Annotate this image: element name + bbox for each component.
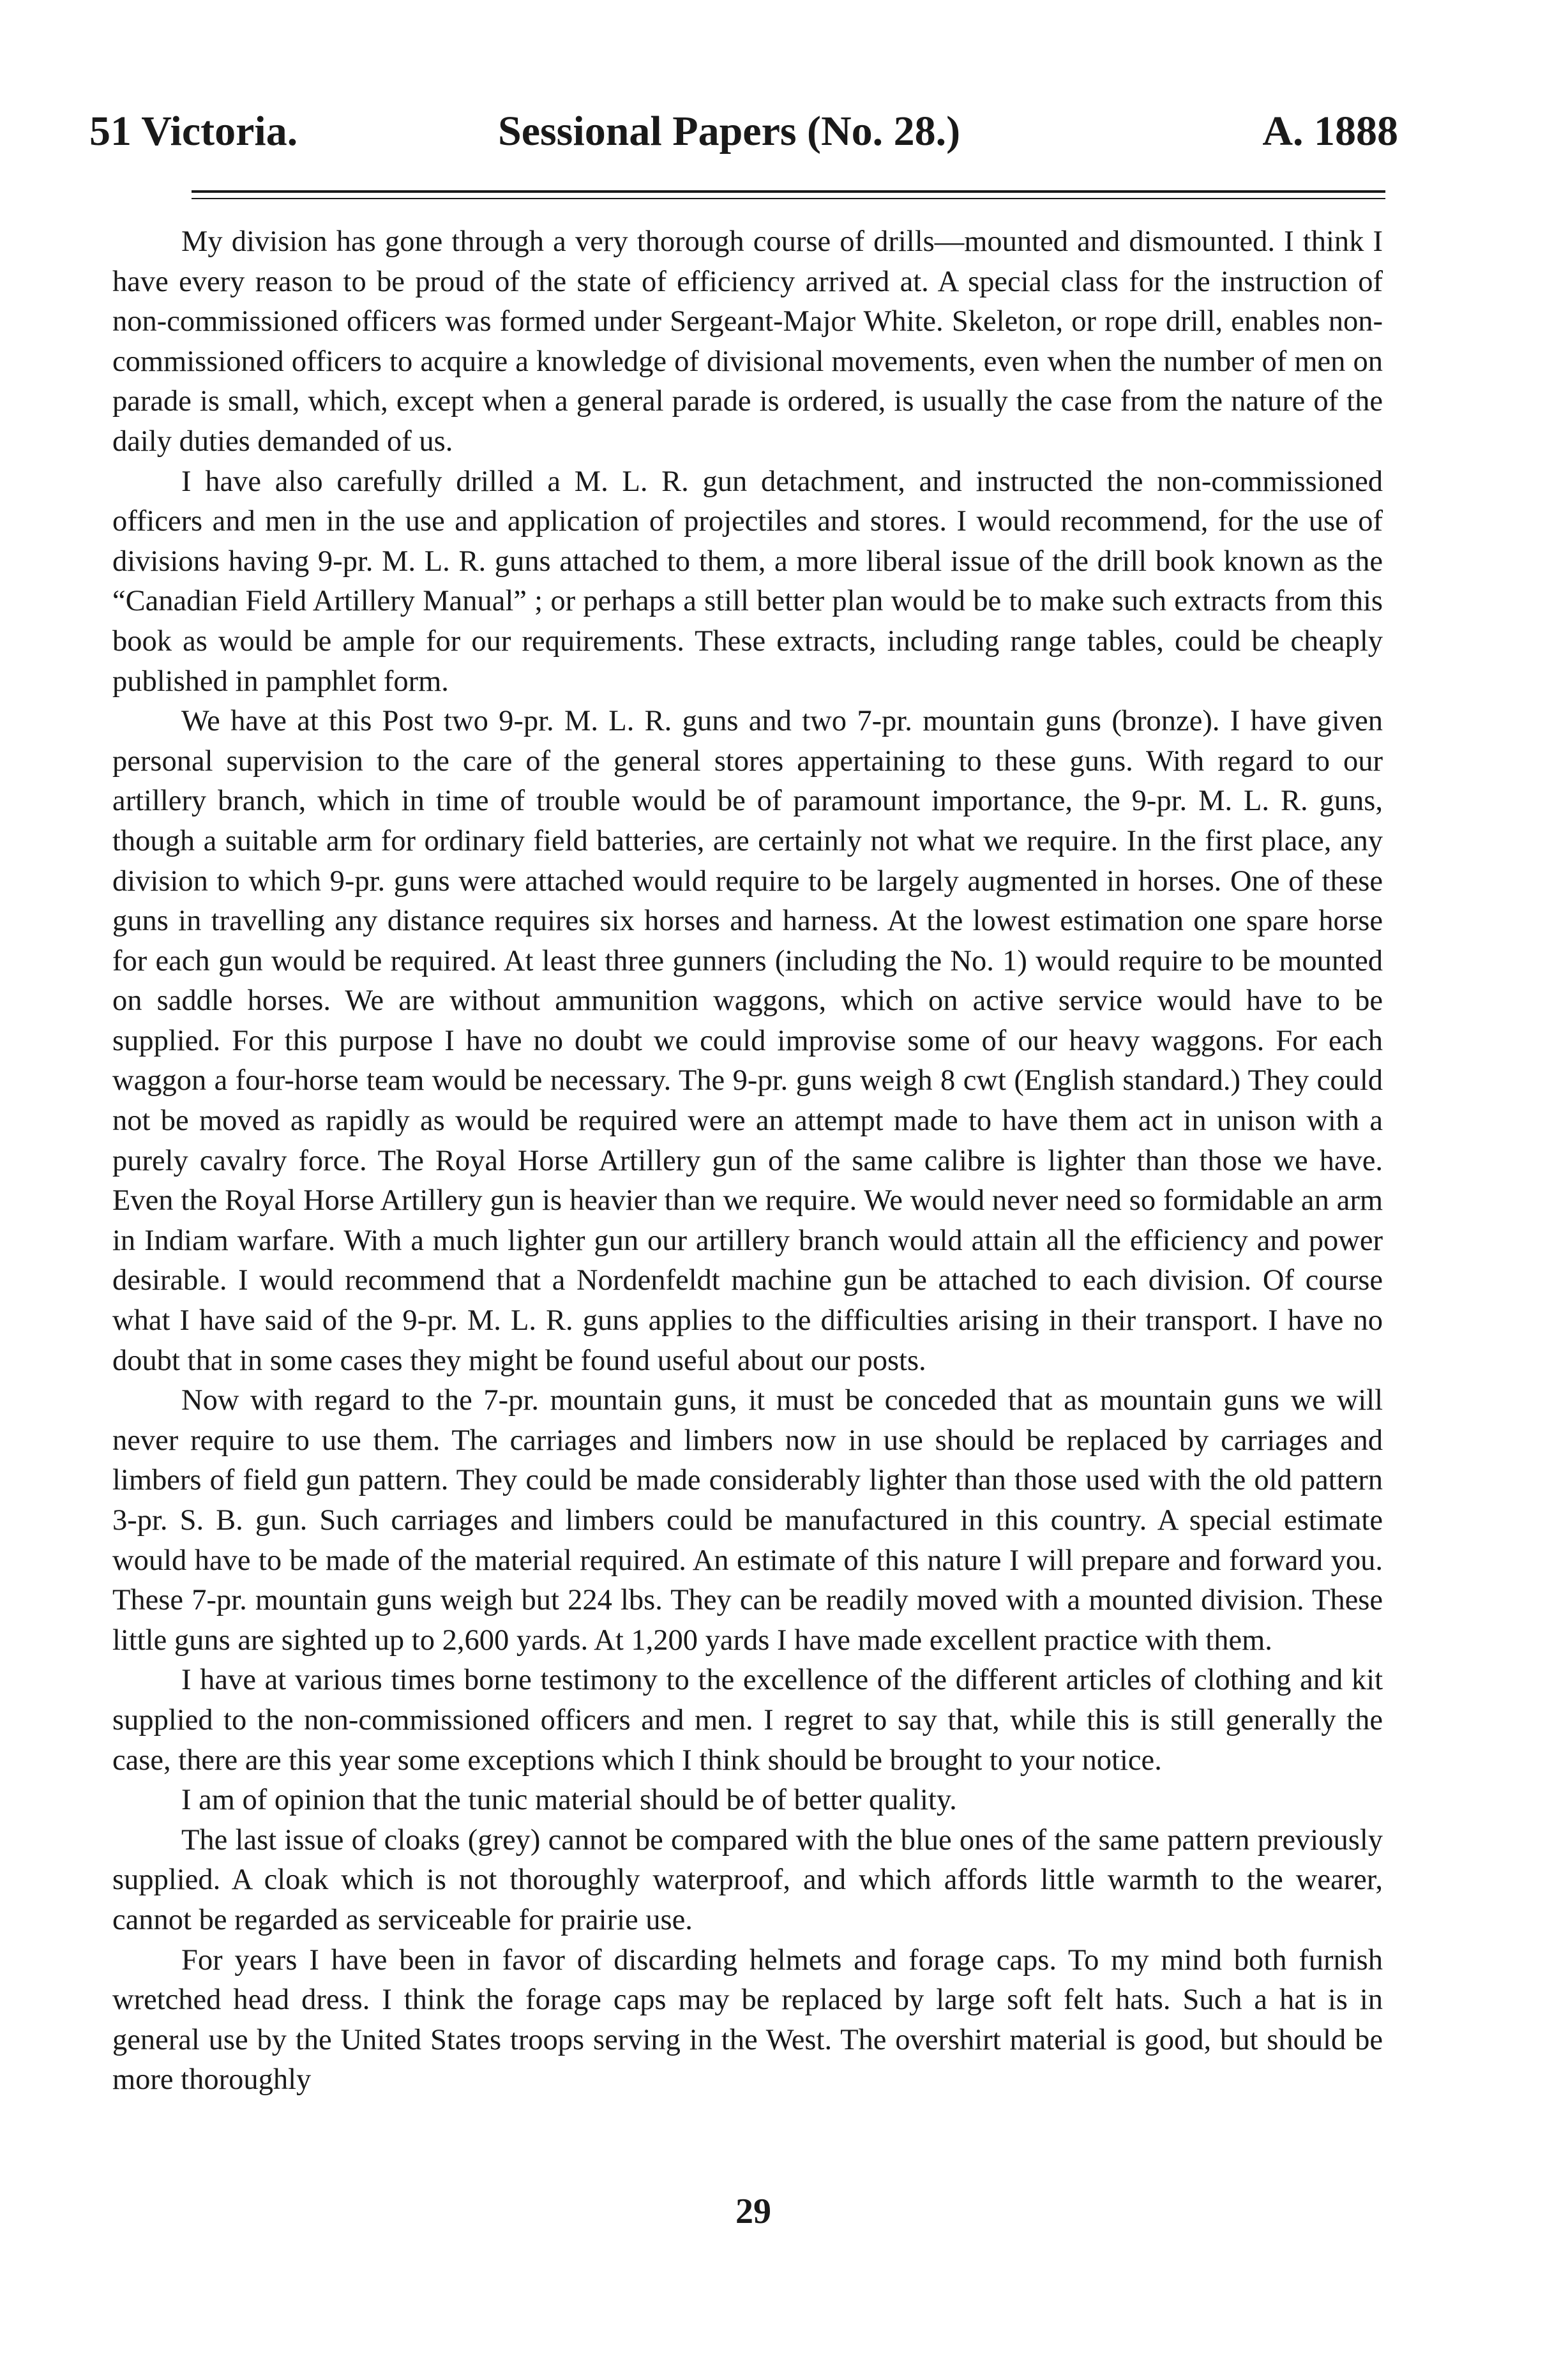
- paragraph-head-dress: For years I have been in favor of discarding helmets and forage caps. To my mind both furnish wretched head dress. I think the forage caps may be replaced by large soft felt hats. Such a hat is in general use by the United States troops serving in the West. The overshirt material is good, but should be more thoroughly: [112, 1943, 1383, 2097]
- page-number: 29: [735, 2192, 771, 2231]
- paragraph-clothing: I have at various times borne testimony to the excellence of the different articles of clothing and kit supplied to the non-commissioned officers and men. I regret to say that, while this is still generally the case, there are this year some exceptions which I think should be brought to your notice.: [112, 1664, 1383, 1777]
- header-year: A. 1888: [1262, 108, 1398, 154]
- header-session: 51 Victoria.: [89, 108, 298, 154]
- header-title: Sessional Papers (No. 28.): [498, 108, 961, 154]
- paragraph-tunic: I am of opinion that the tunic material should be of better quality.: [181, 1784, 957, 1817]
- paragraph-nine-pounder-guns: We have at this Post two 9-pr. M. L. R. guns and two 7-pr. mountain guns (bronze). I have given personal supervision to the care of the general stores appertaining to these guns. With regard to our artillery branch, which in time of trouble would be of paramount importance, the 9-pr. M. L. R. guns, though a suitable arm for ordinary field batteries, are certainly not what we require. In the first place, any division to which 9-pr. guns were attached would require to be largely augmented in horses. One of these guns in travelling any distance requires six horses and harness. At the lowest estimation one spare horse for each gun would be required. At least three gunners (including the No. 1) would require to be mounted on saddle horses. We are without ammunition waggons, which on active service would have to be supplied. For this purpose I have no doubt we could improvise some of our heavy waggons. For each waggon a four-horse team would be necessary. The 9-pr. guns weigh 8 cwt (English standard.) They could not be moved as rapidly as would be required were an attempt made to have them act in unison with a purely cavalry force. The Royal Horse Artillery gun of the same calibre is lighter than those we have. Even the Royal Horse Artillery gun is heavier than we require. We would never need so formidable an arm in Indiam warfare. With a much lighter gun our artillery branch would attain all the efficiency and power desirable. I would recommend that a Nordenfeldt machine gun be attached to each division. Of course what I have said of the 9-pr. M. L. R. guns applies to the difficulties arising in their transport. I have no doubt that in some cases they might be found useful about our posts.: [112, 705, 1383, 1377]
- paragraph-drills: My division has gone through a very thorough course of drills—mounted and dismounted. I think I have every reason to be proud of the state of efficiency arrived at. A special class for the instruction of non-commissioned officers was formed under Sergeant-Major White. Skeleton, or rope drill, enables non-commissioned officers to acquire a knowledge of divisional movements, even when the number of men on parade is small, which, except when a general parade is ordered, is usually the case from the nature of the daily duties demanded of us.: [112, 225, 1383, 458]
- report-body: [112, 222, 1383, 2100]
- paragraph-gun-detachment: I have also carefully drilled a M. L. R. gun detachment, and instructed the non-commissioned officers and men in the use and application of projectiles and stores. I would recommend, for the use of divisions having 9-pr. M. L. R. guns attached to them, a more liberal issue of the drill book known as the “Canadian Field Artillery Manual” ; or perhaps a still better plan would be to make such extracts from this book as would be ample for our requirements. These extracts, including range tables, could be cheaply published in pamphlet form.: [112, 465, 1383, 698]
- paragraph-mountain-guns: Now with regard to the 7-pr. mountain guns, it must be conceded that as mountain guns we will never require to use them. The carriages and limbers now in use should be replaced by carriages and limbers of field gun pattern. They could be made considerably lighter than those used with the old pattern 3-pr. S. B. gun. Such carriages and limbers could be manufactured in this country. A special estimate would have to be made of the material required. An estimate of this nature I will prepare and forward you. These 7-pr. mountain guns weigh but 224 lbs. They can be readily moved with a mounted division. These little guns are sighted up to 2,600 yards. At 1,200 yards I have made excellent practice with them.: [112, 1384, 1383, 1657]
- header-rule-thin: [192, 198, 1385, 199]
- running-header: [89, 107, 1398, 165]
- paragraph-cloaks: The last issue of cloaks (grey) cannot be compared with the blue ones of the same pattern previously supplied. A cloak which is not thoroughly waterproof, and which affords little warmth to the wearer, cannot be regarded as serviceable for prairie use.: [112, 1823, 1383, 1936]
- header-rule-thick: [192, 190, 1385, 193]
